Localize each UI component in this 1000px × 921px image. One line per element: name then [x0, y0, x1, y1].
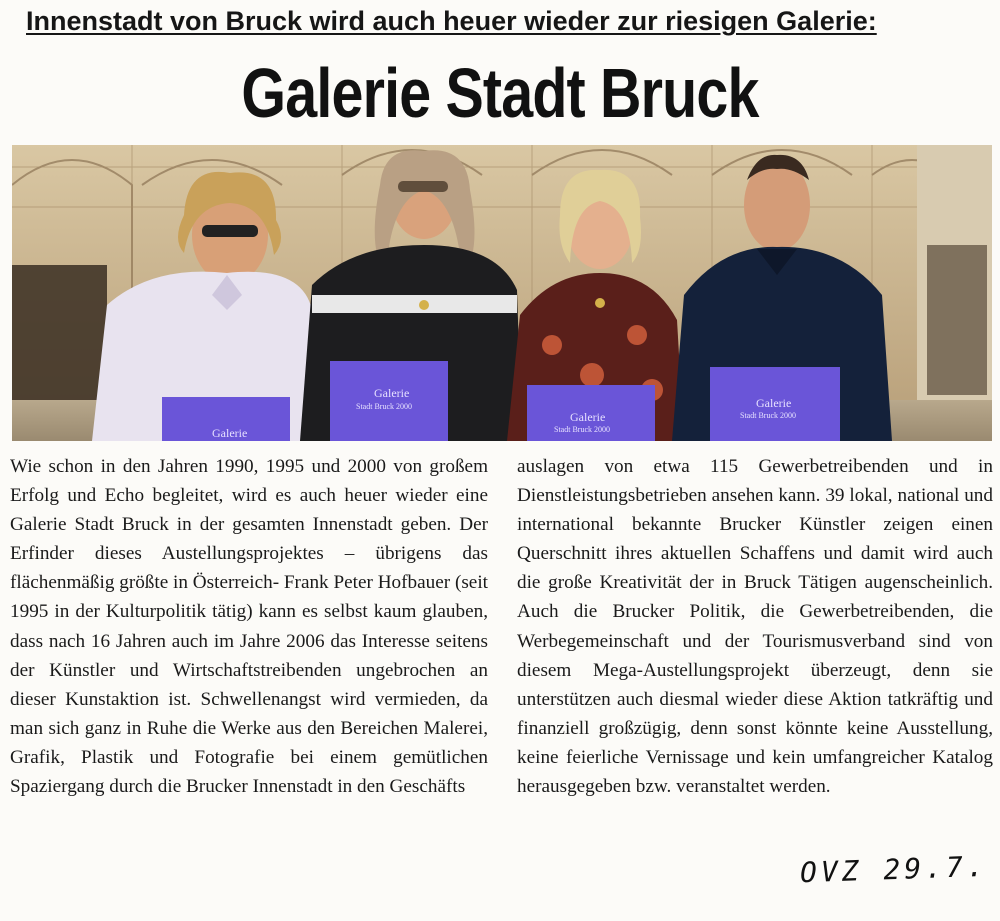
body-text-right: auslagen von etwa 115 Gewerbetreibenden und in Dienstleistungsbetrieben ansehen kann. 39 lokal, national und international bekannte Brucker Künstler zeigen einen Querschnitt ihres aktuellen Schaffens und damit wird auch die große Kreativität der in Bruck Tätigen augenscheinlich. Auch die Brucker Politik, die Gewerbetreibenden, die Werbegemeinschaft und der Tourismusverband sind von diesem Mega-Austellungsprojekt überzeugt, denn sie unterstützen auch diesmal wieder diese Aktion tatkräftig und finanziell großzügig, denn sonst könnte keine Ausstellung, keine feierliche Vernissage und kein umfangreicher Katalog herausgegeben bzw. veranstaltet werden.	[517, 456, 993, 798]
certificate-4-sub: Stadt Bruck 2000	[740, 411, 796, 420]
certificate-3-sub: Stadt Bruck 2000	[554, 425, 610, 434]
certificate-2-sub: Stadt Bruck 2000	[356, 402, 412, 411]
article-headline: Galerie Stadt Bruck	[241, 54, 759, 132]
body-column-right	[517, 452, 993, 801]
certificate-1-label: Galerie	[212, 426, 248, 440]
article-kicker: Innenstadt von Bruck wird auch heuer wieder zur riesigen Galerie:	[26, 6, 877, 36]
handwritten-source-note: OVZ 29.7.	[799, 849, 989, 890]
certificate-2-label: Galerie	[374, 386, 410, 400]
certificate-4-label: Galerie	[756, 396, 792, 410]
certificate-3-label: Galerie	[570, 410, 606, 424]
article-photo	[12, 145, 992, 441]
body-column-left	[10, 452, 488, 801]
body-text-left: Wie schon in den Jahren 1990, 1995 und 2000 von großem Erfolg und Echo begleitet, wird es auch heuer wieder eine Galerie Stadt Bruck in der gesamten Innenstadt geben. Der Erfinder dieses Austellungsprojektes – übrigens das flächenmäßig größte in Österreich- Frank Peter Hofbauer (seit 1995 in der Kulturpolitik tätig) kann es selbst kaum glauben, dass nach 16 Jahren auch im Jahre 2006 das Interesse seitens der Künstler und Wirtschaftstreibenden ungebrochen an dieser Kunstaktion ist. Schwellenangst wird vermieden, da man sich ganz in Ruhe die Werke aus den Bereichen Malerei, Grafik, Plastik und Fotografie bei einem gemütlichen Spaziergang durch die Brucker Innenstadt in den Geschäfts	[10, 456, 488, 798]
